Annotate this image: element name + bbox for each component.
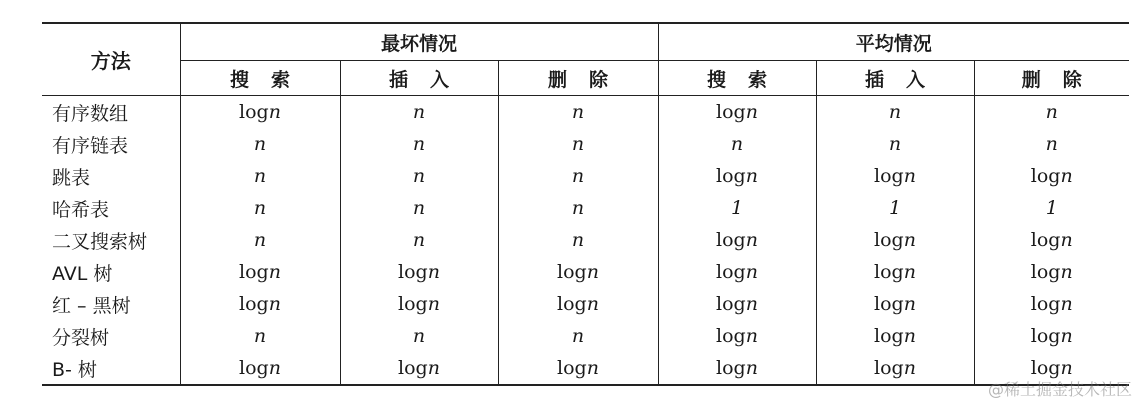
method-header: 方法 [42, 23, 180, 96]
structure-name: 二叉搜索树 [42, 224, 180, 256]
table-row [42, 192, 1129, 224]
average-case-header: 平均情况 [855, 32, 932, 55]
complexity-cell: logn [816, 160, 974, 192]
op-header: 插入 [816, 61, 974, 96]
complexity-cell: n [1045, 101, 1058, 123]
complexity-cell: logn [658, 224, 816, 256]
table-body [42, 96, 1129, 386]
complexity-cell: n [498, 192, 658, 224]
complexity-cell: n [498, 224, 658, 256]
complexity-cell: n [498, 160, 658, 192]
op-header: 搜索 [658, 61, 816, 96]
complexity-cell: n [180, 128, 340, 160]
complexity-cell: n [498, 128, 658, 160]
complexity-cell: logn [816, 352, 974, 385]
complexity-cell: logn [1030, 325, 1073, 347]
complexity-table [42, 22, 1129, 386]
table-row [42, 160, 1129, 192]
worst-case-header: 最坏情况 [180, 23, 658, 61]
complexity-cell: n [180, 192, 340, 224]
structure-name: 分裂树 [42, 320, 180, 352]
complexity-cell: logn [498, 288, 658, 320]
complexity-cell: n [816, 128, 974, 160]
complexity-cell: logn [180, 256, 340, 288]
header-row-groups [42, 23, 1129, 61]
complexity-cell: logn [1030, 165, 1073, 187]
complexity-cell: n [180, 320, 340, 352]
complexity-cell: n [340, 96, 498, 129]
complexity-cell: logn [816, 320, 974, 352]
table-row [42, 256, 1129, 288]
table-row [42, 320, 1129, 352]
complexity-cell: n [816, 96, 974, 129]
complexity-cell: n [340, 192, 498, 224]
op-header: 删除 [498, 61, 658, 96]
complexity-cell: logn [180, 96, 340, 129]
complexity-cell: n [1045, 133, 1058, 155]
complexity-cell: n [180, 160, 340, 192]
table-row [42, 352, 1129, 385]
structure-name: 红 – 黑树 [42, 288, 180, 320]
watermark: @稀土掘金技术社区 [987, 380, 1132, 399]
complexity-cell: logn [658, 256, 816, 288]
complexity-cell: logn [340, 352, 498, 385]
op-header: 删除 [974, 61, 1129, 96]
complexity-cell: logn [658, 160, 816, 192]
table-row [42, 288, 1129, 320]
complexity-cell: n [340, 128, 498, 160]
complexity-cell: n [340, 224, 498, 256]
op-header: 搜索 [180, 61, 340, 96]
complexity-cell: logn [816, 224, 974, 256]
structure-name: AVL 树 [42, 256, 180, 288]
complexity-cell: logn [180, 288, 340, 320]
complexity-cell: logn [816, 256, 974, 288]
complexity-cell: logn [1030, 261, 1073, 283]
complexity-cell: logn [658, 96, 816, 129]
complexity-cell: logn [1030, 293, 1073, 315]
complexity-cell: logn [340, 288, 498, 320]
complexity-cell: logn [658, 352, 816, 385]
structure-name: B- 树 [42, 352, 180, 385]
complexity-cell: 1 [816, 192, 974, 224]
header-row-operations [42, 61, 1129, 96]
op-header: 插入 [340, 61, 498, 96]
complexity-cell: logn [1030, 229, 1073, 251]
table-row [42, 96, 1129, 129]
complexity-cell: logn [974, 352, 1129, 385]
complexity-cell: n [180, 224, 340, 256]
complexity-cell: n [340, 320, 498, 352]
complexity-cell: logn [498, 256, 658, 288]
complexity-cell: logn [340, 256, 498, 288]
structure-name: 有序链表 [42, 128, 180, 160]
structure-name: 跳表 [42, 160, 180, 192]
complexity-cell: 1 [1045, 197, 1058, 219]
table-row [42, 128, 1129, 160]
structure-name: 哈希表 [42, 192, 180, 224]
complexity-cell: n [498, 96, 658, 129]
table-row [42, 224, 1129, 256]
complexity-cell: logn [816, 288, 974, 320]
complexity-cell: logn [498, 352, 658, 385]
structure-name: 有序数组 [42, 96, 180, 129]
complexity-cell: n [498, 320, 658, 352]
complexity-cell: n [658, 128, 816, 160]
complexity-cell: logn [180, 352, 340, 385]
complexity-cell: logn [658, 320, 816, 352]
complexity-cell: 1 [658, 192, 816, 224]
complexity-cell: n [340, 160, 498, 192]
complexity-cell: logn [658, 288, 816, 320]
